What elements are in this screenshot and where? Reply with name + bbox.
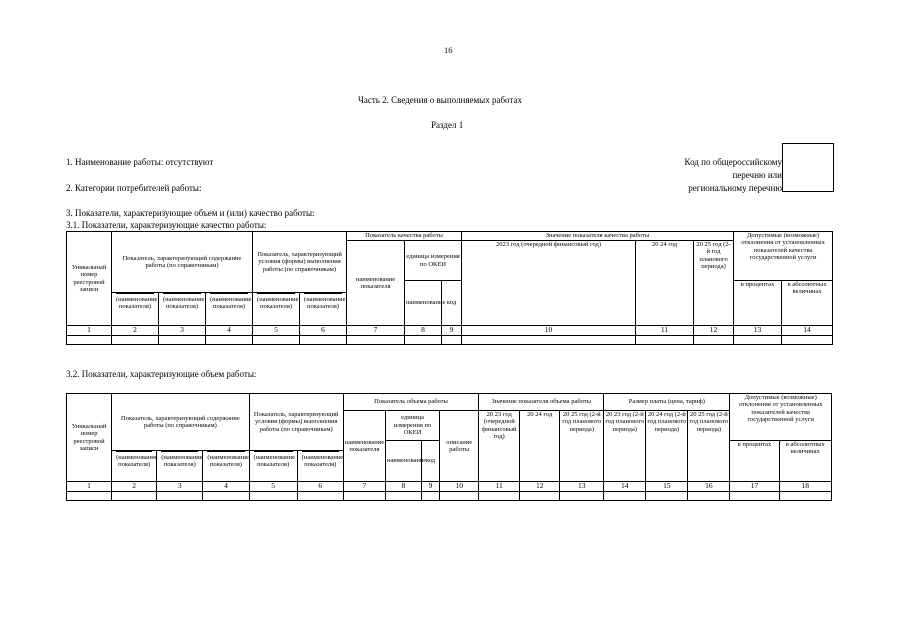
col-number: 17 bbox=[730, 482, 779, 492]
col-conditions-indicator: Показатель, характеризующий условия (формы) выполнения работы (по справочникам) bbox=[253, 232, 347, 293]
col-unit-code: код bbox=[421, 441, 439, 482]
part-title: Часть 2. Сведения о выполняемых работах bbox=[358, 95, 522, 105]
quality-table bbox=[66, 231, 833, 345]
col-number: 1 bbox=[67, 482, 112, 492]
col-number: 16 bbox=[688, 482, 730, 492]
page-number: 16 bbox=[444, 45, 453, 55]
col-work-description: описание работы bbox=[440, 411, 479, 482]
col-unique-number: Уникальный номер реестровой записи bbox=[67, 394, 112, 482]
col-deviation: Допустимые (возможные) отклонения от установленных показателей качества государственной услуги bbox=[730, 394, 832, 441]
col-number: 12 bbox=[694, 326, 734, 336]
col-number: 10 bbox=[462, 326, 636, 336]
col-year-2023: 2023 год (очередной финансовый год) bbox=[462, 241, 636, 326]
col-number: 9 bbox=[421, 482, 439, 492]
col-number: 3 bbox=[159, 326, 206, 336]
sub-indicator-5: (наименование показателя) bbox=[297, 451, 343, 482]
col-number: 15 bbox=[646, 482, 688, 492]
sub-indicator-1: (наименование показателя) bbox=[112, 293, 159, 326]
code-label-3: региональному перечню bbox=[688, 183, 782, 193]
sub-indicator-3: (наименование показателя) bbox=[203, 451, 249, 482]
col-unit-name: наименование bbox=[405, 281, 442, 326]
col-content-indicator: Показатель, характеризующий содержание работы (по справочникам) bbox=[112, 232, 253, 293]
col-number: 7 bbox=[347, 326, 405, 336]
quality-heading: 3.1. Показатели, характеризующие качество работы: bbox=[66, 220, 267, 230]
col-number: 8 bbox=[405, 326, 442, 336]
col-number: 7 bbox=[343, 482, 385, 492]
col-number: 9 bbox=[442, 326, 462, 336]
sub-indicator-1: (наименование показателя) bbox=[112, 451, 157, 482]
col-volume-indicator: Показатель объема работы bbox=[343, 394, 478, 411]
col-number: 11 bbox=[479, 482, 520, 492]
col-number: 10 bbox=[440, 482, 479, 492]
col-absolute: в абсолютных величинах bbox=[782, 281, 833, 326]
col-volume-2024: 20 24 год bbox=[520, 411, 560, 482]
col-unit-code: код bbox=[442, 281, 462, 326]
code-label-2: перечню или bbox=[732, 170, 782, 180]
col-content-indicator: Показатель, характеризующий содержание работы (по справочникам) bbox=[112, 394, 249, 451]
col-quality-indicator: Показатель качества работы bbox=[347, 232, 462, 241]
col-number: 8 bbox=[385, 482, 421, 492]
volume-heading: 3.2. Показатели, характеризующие объем работы: bbox=[66, 369, 257, 379]
col-year-2024: 20 24 год bbox=[636, 241, 694, 326]
table-row bbox=[67, 335, 833, 344]
col-quality-value: Значение показателя качества работы bbox=[462, 232, 734, 241]
col-number: 13 bbox=[560, 482, 604, 492]
col-unit-name: наименование bbox=[385, 441, 421, 482]
volume-table bbox=[66, 393, 832, 501]
col-number: 6 bbox=[297, 482, 343, 492]
consumer-category-line: 2. Категории потребителей работы: bbox=[66, 183, 202, 193]
col-okei-unit: единица измерения по ОКЕИ bbox=[405, 241, 462, 281]
col-deviation: Допустимые (возможные) отклонения от установленных показателей качества государственной услуги bbox=[734, 232, 833, 281]
col-number: 4 bbox=[203, 482, 249, 492]
col-number: 2 bbox=[112, 482, 157, 492]
col-fee-2025: 20 25 год (2-й год планового периода) bbox=[688, 411, 730, 482]
col-fee-2024: 20 24 год (2-й год планового периода) bbox=[646, 411, 688, 482]
table-row bbox=[67, 491, 832, 500]
indicators-heading: 3. Показатели, характеризующие объем и (или) качество работы: bbox=[66, 208, 315, 218]
sub-indicator-5: (наименование показателя) bbox=[300, 293, 347, 326]
col-indicator-name: наименование показателя bbox=[347, 241, 405, 326]
col-number: 1 bbox=[67, 326, 112, 336]
col-number: 18 bbox=[779, 482, 831, 492]
col-number: 13 bbox=[734, 326, 782, 336]
col-fee-2023: 20 23 год (2-й год планового периода) bbox=[604, 411, 646, 482]
col-number: 12 bbox=[520, 482, 560, 492]
sub-indicator-4: (наименование показателя) bbox=[249, 451, 297, 482]
col-percent: в процентах bbox=[734, 281, 782, 326]
sub-indicator-3: (наименование показателя) bbox=[206, 293, 253, 326]
col-number: 3 bbox=[157, 482, 203, 492]
col-percent: в процентах bbox=[730, 441, 779, 482]
col-number: 4 bbox=[206, 326, 253, 336]
registry-code-box bbox=[782, 143, 834, 192]
col-number: 14 bbox=[604, 482, 646, 492]
col-okei-unit: единица измерения по ОКЕИ bbox=[385, 411, 439, 441]
sub-indicator-2: (наименование показателя) bbox=[157, 451, 203, 482]
col-number: 6 bbox=[300, 326, 347, 336]
col-number: 5 bbox=[249, 482, 297, 492]
col-volume-2025: 20 25 год (2-й год планового периода) bbox=[560, 411, 604, 482]
col-number: 14 bbox=[782, 326, 833, 336]
col-conditions-indicator: Показатель, характеризующий условия (формы) выполнения работы (по справочникам) bbox=[249, 394, 343, 451]
col-volume-value: Значение показателя объема работы bbox=[479, 394, 604, 411]
col-volume-2023: 20 23 год (очередной финансовый год) bbox=[479, 411, 520, 482]
col-indicator-name: наименование показателя bbox=[343, 411, 385, 482]
col-unique-number: Уникальный номер реестровой записи bbox=[67, 232, 112, 326]
code-label-1: Код по общероссийскому bbox=[684, 157, 782, 167]
section-title: Раздел 1 bbox=[431, 120, 464, 130]
col-year-2025: 20 25 год (2-й год планового периода) bbox=[694, 241, 734, 326]
col-absolute: в абсолютных величинах bbox=[779, 441, 831, 482]
work-name-line: 1. Наименование работы: отсутствуют bbox=[66, 157, 214, 167]
col-fee: Размер платы (цена, тариф) bbox=[604, 394, 730, 411]
sub-indicator-4: (наименование показателя) bbox=[253, 293, 300, 326]
col-number: 11 bbox=[636, 326, 694, 336]
col-number: 5 bbox=[253, 326, 300, 336]
col-number: 2 bbox=[112, 326, 159, 336]
sub-indicator-2: (наименование показателя) bbox=[159, 293, 206, 326]
